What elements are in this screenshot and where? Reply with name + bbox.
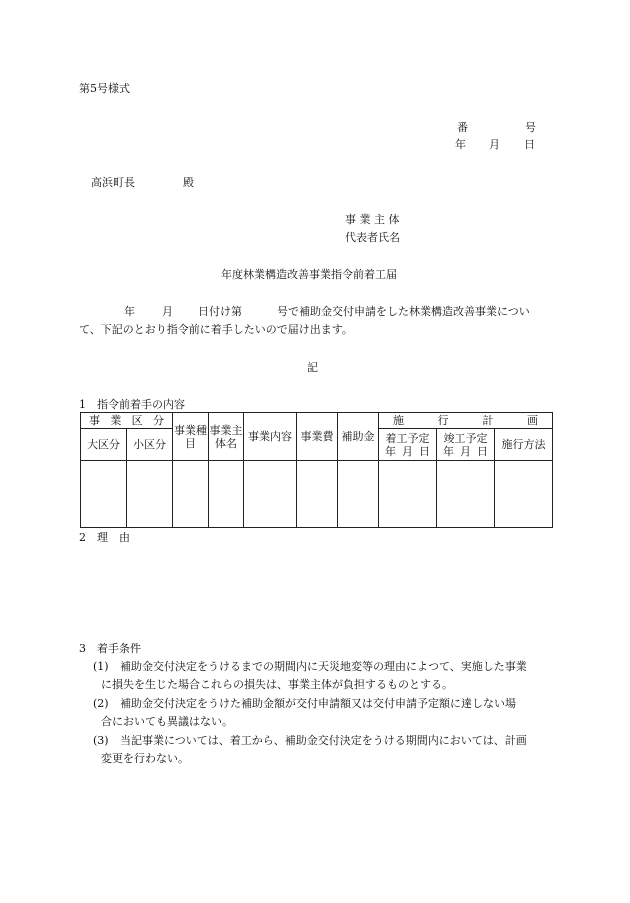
work-content-table (80, 412, 553, 528)
table-cell[interactable] (495, 461, 553, 528)
seko-hoho-header: 施行方法 (495, 429, 553, 461)
shunko-yotei-label: 竣工予定 (443, 431, 488, 445)
condition-2-number: (2) (93, 697, 109, 710)
condition-2-line1: 補助金交付決定をうけた補助金額が交付申請額又は交付申請予定額に達しない場 (120, 697, 516, 710)
seko-keikaku-header (379, 413, 553, 429)
section3-heading: 3 着手条件 (79, 642, 141, 655)
condition-1-line1: 補助金交付決定をうけるまでの期間内に天災地変等の理由によつて、実施した事業 (120, 660, 527, 673)
applicant-rep-label: 代表者氏名 (345, 231, 400, 244)
chakko-year: 年 (385, 444, 396, 458)
condition-3-line2: 変更を行わない。 (101, 752, 189, 765)
seko-keikaku-char: 行 (437, 414, 449, 427)
condition-1-number: (1) (93, 660, 109, 673)
table-cell[interactable] (379, 461, 437, 528)
dai-kubun-header: 大区分 (81, 429, 127, 461)
condition-2-line2: 合においても異議はない。 (101, 715, 233, 728)
day-label: 日 (524, 138, 535, 151)
month-label: 月 (489, 138, 500, 151)
hojokin-header: 補助金 (338, 413, 379, 461)
condition-1-line2: に損失を生じた場合これらの損失は、事業主体が負担するものとする。 (101, 678, 453, 691)
jigyo-kubun-header (81, 413, 173, 429)
shunko-year: 年 (443, 444, 454, 458)
number-label: 番 (457, 121, 468, 134)
condition-3-line1: 当記事業については、着工から、補助金交付決定をうける期間内においては、計画 (120, 734, 527, 747)
chakko-month: 月 (402, 444, 413, 458)
form-number: 第5号様式 (79, 82, 130, 95)
shunko-month: 月 (460, 444, 471, 458)
section2-heading: 2 理 由 (79, 531, 130, 544)
document-title: 年度林業構造改善事業指令前着工届 (221, 268, 397, 281)
body-line1-rest: 号で補助金交付申請をした林業構造改善事業につい (277, 305, 530, 318)
seko-keikaku-char: 画 (527, 414, 539, 427)
addressee-name: 高浜町長 (91, 176, 135, 189)
table-row (81, 461, 553, 528)
seko-keikaku-char: 施 (393, 414, 404, 427)
jigyo-hi-header: 事業費 (297, 413, 338, 461)
condition-3-number: (3) (93, 734, 109, 747)
jigyo-kubun-char: 区 (131, 414, 143, 427)
jigyo-shutai-header: 事業主体名 (209, 413, 244, 461)
jigyo-kubun-char: 業 (110, 414, 122, 427)
sho-kubun-header: 小区分 (127, 429, 173, 461)
body-month: 月 (162, 305, 173, 318)
go-label: 号 (525, 121, 536, 134)
body-year: 年 (124, 305, 135, 318)
chakko-day: 日 (419, 444, 430, 458)
jigyo-kubun-char: 分 (152, 414, 164, 427)
seko-keikaku-char: 計 (482, 414, 494, 427)
body-line2: て、下記のとおり指令前に着手したいので届け出ます。 (79, 323, 353, 336)
table-cell[interactable] (127, 461, 173, 528)
table-cell[interactable] (81, 461, 127, 528)
chakko-yotei-label: 着工予定 (385, 431, 430, 445)
section1-heading: 1 指令前着手の内容 (79, 398, 185, 411)
table-cell[interactable] (437, 461, 495, 528)
ki-heading: 記 (307, 361, 318, 374)
table-cell[interactable] (297, 461, 338, 528)
year-label: 年 (455, 138, 466, 151)
jigyo-shumoku-header: 事業種目 (173, 413, 209, 461)
chakko-yotei-header (379, 429, 437, 461)
body-date-number: 日付け第 (198, 305, 242, 318)
table-cell[interactable] (173, 461, 209, 528)
table-cell[interactable] (209, 461, 244, 528)
addressee-honorific: 殿 (183, 176, 194, 189)
applicant-entity-label: 事 業 主 体 (345, 213, 400, 226)
shunko-day: 日 (477, 444, 488, 458)
table-cell[interactable] (338, 461, 379, 528)
jigyo-kubun-char: 事 (89, 414, 100, 427)
shunko-yotei-header (437, 429, 495, 461)
table-cell[interactable] (244, 461, 297, 528)
jigyo-naiyo-header: 事業内容 (244, 413, 297, 461)
